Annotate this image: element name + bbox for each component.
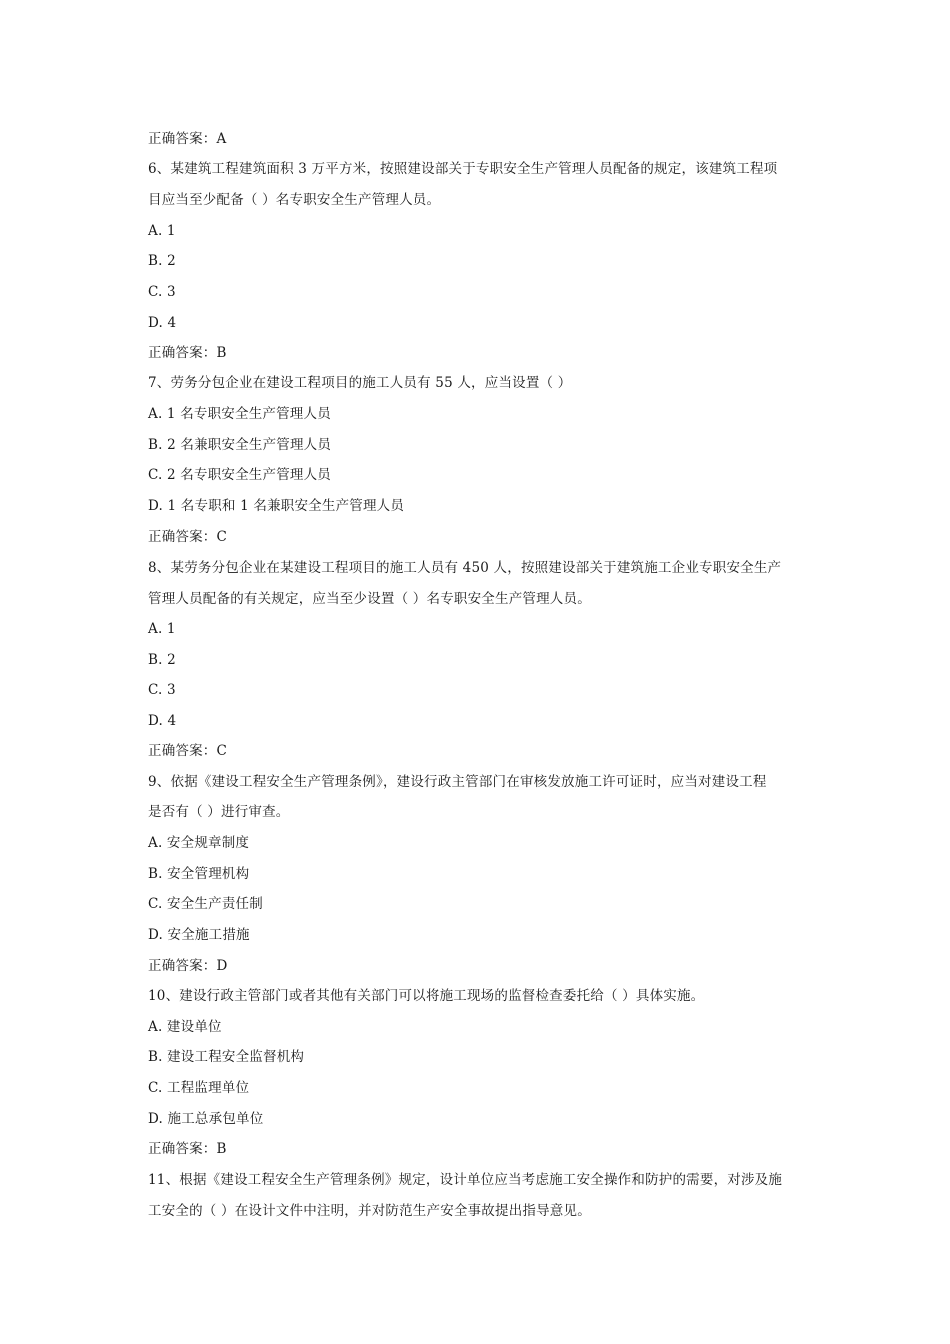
option-b: B. 2 [148,652,176,668]
option-c: C. 2 名专职安全生产管理人员 [148,467,332,483]
option-b: B. 建设工程安全监督机构 [148,1049,305,1065]
option-b: B. 2 名兼职安全生产管理人员 [148,437,332,453]
option-d: D. 1 名专职和 1 名兼职安全生产管理人员 [148,498,405,514]
option-c: C. 3 [148,682,176,698]
option-d: D. 安全施工措施 [148,927,250,943]
option-d: D. 施工总承包单位 [148,1111,264,1127]
question-6-text-cont: 目应当至少配备（ ）名专职安全生产管理人员。 [148,192,441,208]
option-c: C. 3 [148,284,176,300]
question-11-text-cont: 工安全的（ ）在设计文件中注明，并对防范生产安全事故提出指导意见。 [148,1203,591,1219]
answer-line: 正确答案：B [148,1141,227,1157]
question-11-text: 11、根据《建设工程安全生产管理条例》规定，设计单位应当考虑施工安全操作和防护的需要，对涉及施 [148,1172,783,1188]
question-8-text-cont: 管理人员配备的有关规定，应当至少设置（ ）名专职安全生产管理人员。 [148,591,591,607]
option-c: C. 安全生产责任制 [148,896,263,912]
option-d: D. 4 [148,713,177,729]
question-10-text: 10、建设行政主管部门或者其他有关部门可以将施工现场的监督检查委托给（ ）具体实施。 [148,988,705,1004]
question-8-text: 8、某劳务分包企业在某建设工程项目的施工人员有 450 人，按照建设部关于建筑施工企业专职安全生产 [148,560,782,576]
option-a: A. 1 [148,223,176,239]
answer-line: 正确答案：D [148,958,228,974]
option-a: A. 1 名专职安全生产管理人员 [148,406,331,422]
question-7-text: 7、劳务分包企业在建设工程项目的施工人员有 55 人，应当设置（ ） [148,375,572,391]
option-a: A. 建设单位 [148,1019,222,1035]
question-9-text-cont: 是否有（ ）进行审查。 [148,804,290,820]
option-a: A. 安全规章制度 [148,835,250,851]
answer-line: 正确答案：B [148,345,227,361]
question-9-text: 9、依据《建设工程安全生产管理条例》，建设行政主管部门在审核发放施工许可证时，应当对建设工程 [148,774,767,790]
answer-line: 正确答案：A [148,131,227,147]
option-b: B. 2 [148,253,176,269]
option-c: C. 工程监理单位 [148,1080,250,1096]
answer-line: 正确答案：C [148,743,228,759]
question-6-text: 6、某建筑工程建筑面积 3 万平方米，按照建设部关于专职安全生产管理人员配备的规定，该建筑工程项 [148,161,778,177]
answer-line: 正确答案：C [148,529,228,545]
option-d: D. 4 [148,315,177,331]
option-a: A. 1 [148,621,176,637]
option-b: B. 安全管理机构 [148,866,250,882]
